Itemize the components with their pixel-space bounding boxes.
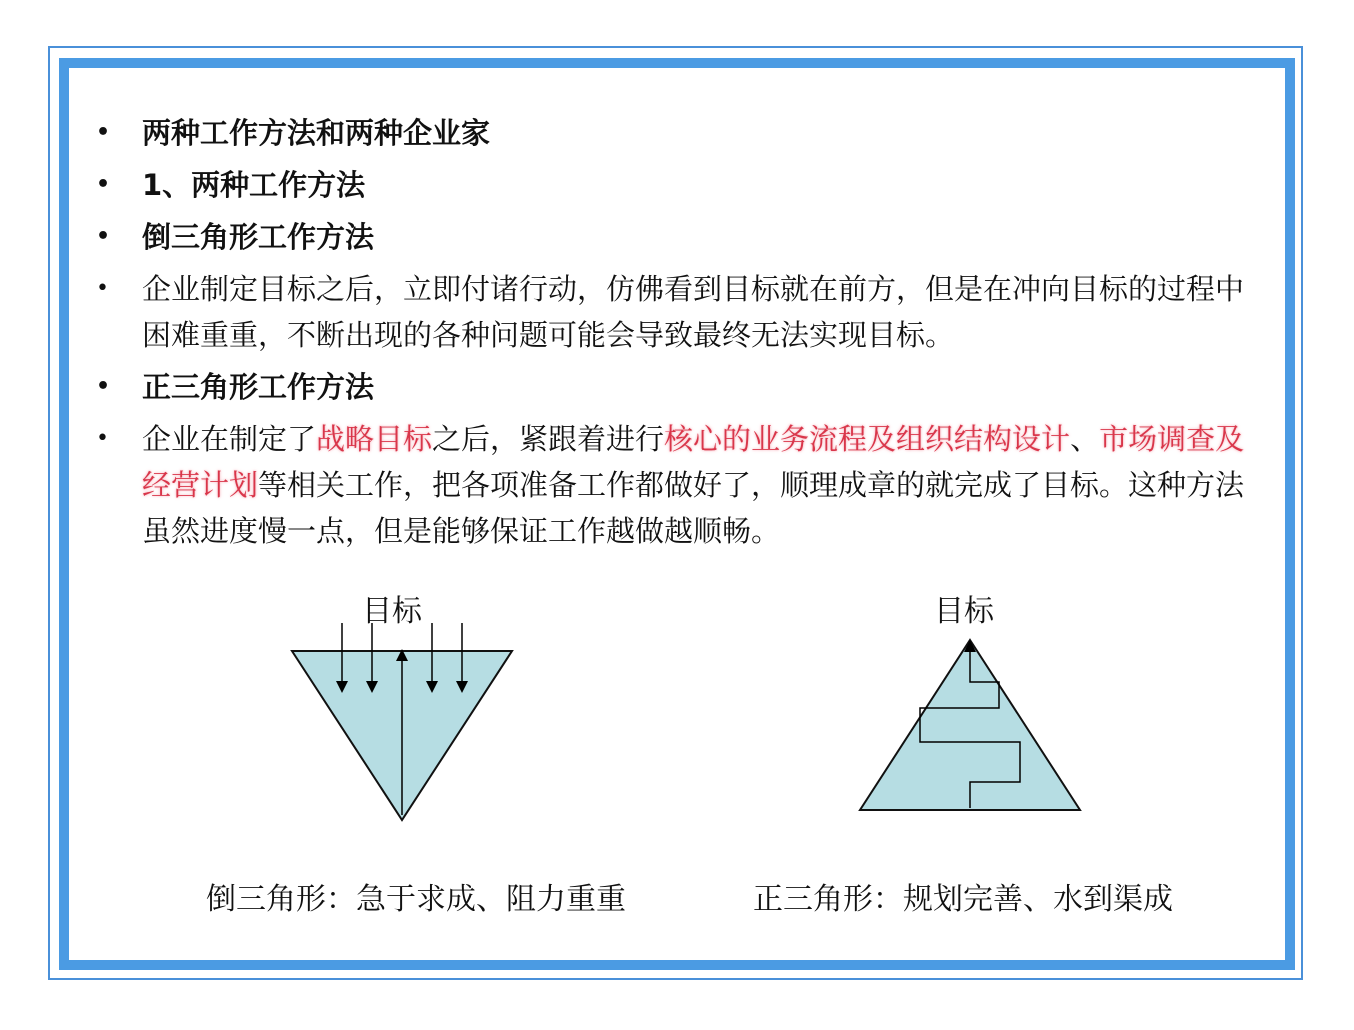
bullet-item <box>92 110 1262 156</box>
bullet-list <box>92 110 1262 560</box>
bullet-item <box>92 214 1262 260</box>
bullet-dot: • <box>96 426 109 451</box>
bullet-text: 两种工作方法和两种企业家 <box>142 116 491 150</box>
bullet-item <box>92 266 1262 358</box>
inverted-triangle-diagram <box>280 615 530 830</box>
highlight-text: 战略目标 <box>316 422 433 456</box>
upright-triangle-diagram <box>850 630 1095 820</box>
bullet-text-part: 、 <box>1070 422 1100 456</box>
inverted-target-label: 目标 <box>362 594 422 629</box>
bullet-dot: • <box>96 374 111 399</box>
bullet-text: 正三角形工作方法 <box>142 370 375 404</box>
inverted-caption: 倒三角形：急于求成、阻力重重 <box>206 882 626 917</box>
highlight-text: 核心的业务流程及组织结构设计 <box>664 422 1071 456</box>
upright-caption: 正三角形：规划完善、水到渠成 <box>753 882 1173 917</box>
bullet-text-part: 之后，紧跟着进行 <box>432 422 665 456</box>
bullet-text: 倒三角形工作方法 <box>142 220 375 254</box>
upright-target-label: 目标 <box>934 594 994 629</box>
bullet-dot: • <box>96 172 111 197</box>
bullet-text-part: 企业在制定了 <box>142 422 317 456</box>
bullet-text: 企业制定目标之后，立即付诸行动，仿佛看到目标就在前方，但是在冲向目标的过程中困难重重，不断出现的各种问题可能会导致最终无法实现目标。 <box>142 272 1245 352</box>
bullet-text: 1、两种工作方法 <box>142 168 366 202</box>
bullet-item <box>92 162 1262 208</box>
bullet-text-part: 等相关工作，把各项准备工作都做好了，顺理成章的就完成了目标。这种方法虽然进度慢一点，但是能够保证工作越做越顺畅。 <box>142 468 1245 548</box>
highlight-text: 市场调查及经营计划 <box>142 422 1245 502</box>
bullet-dot: • <box>96 276 109 301</box>
bullet-item <box>92 364 1262 410</box>
bullet-dot: • <box>96 120 111 145</box>
bullet-dot: • <box>96 224 111 249</box>
bullet-item <box>92 416 1262 554</box>
